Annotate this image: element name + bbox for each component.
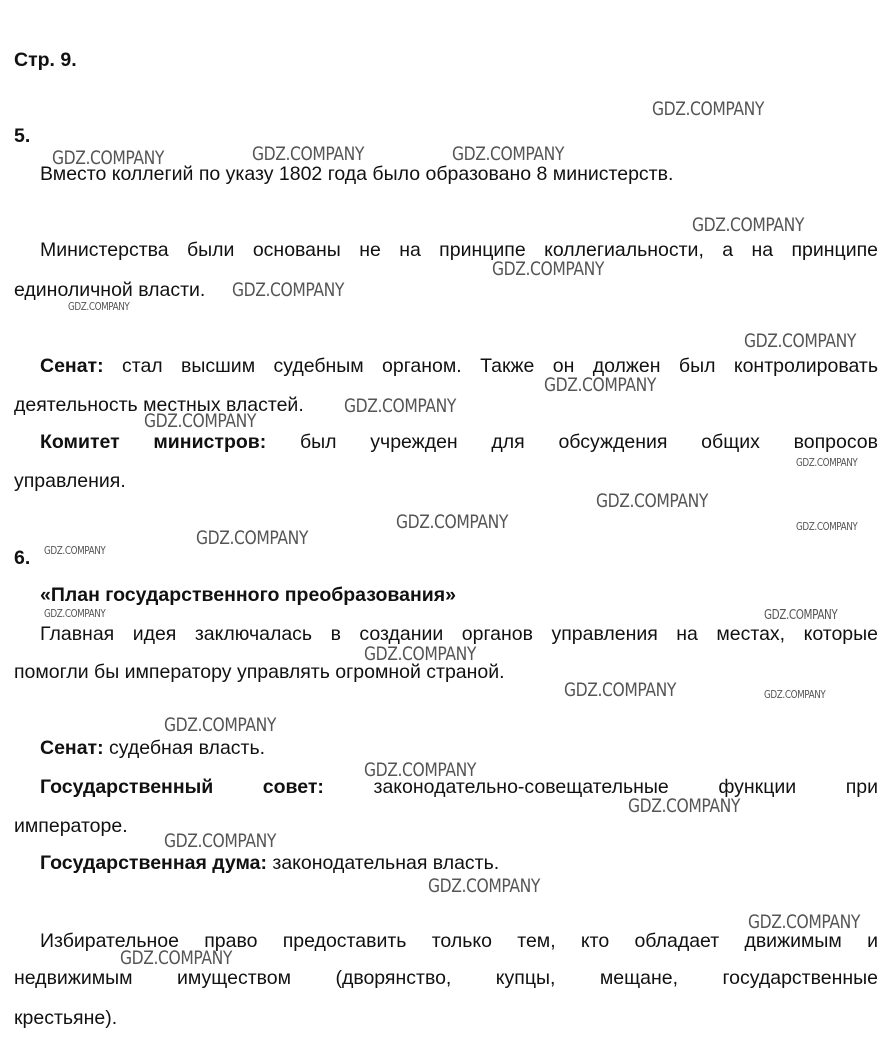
page-label: Стр. 9.	[14, 49, 77, 71]
q6-suffrage-line-2: недвижимым имуществом (дворянство, купцы, мещане, государственные	[14, 967, 878, 989]
watermark: GDZ.COMPANY	[68, 300, 130, 313]
watermark: GDZ.COMPANY	[396, 511, 509, 533]
watermark: GDZ.COMPANY	[144, 410, 257, 432]
watermark: GDZ.COMPANY	[744, 330, 857, 352]
watermark: GDZ.COMPANY	[120, 947, 233, 969]
watermark: GDZ.COMPANY	[344, 395, 457, 417]
question-6-number: 6.	[14, 547, 31, 569]
q6-idea-line-1: Главная идея заключалась в создании органов управления на местах, которые	[40, 623, 878, 645]
council-text: законодательно-совещательные функции при	[373, 776, 879, 798]
watermark: GDZ.COMPANY	[692, 214, 805, 236]
watermark: GDZ.COMPANY	[544, 374, 657, 396]
q5-paragraph-2-line-2: единоличной власти.	[14, 279, 206, 301]
watermark: GDZ.COMPANY	[564, 679, 677, 701]
watermark: GDZ.COMPANY	[252, 143, 365, 165]
q6-suffrage-line-3: крестьяне).	[14, 1007, 118, 1029]
watermark: GDZ.COMPANY	[44, 544, 106, 557]
q6-suffrage-line-1: Избирательное право предоставить только тем, кто обладает движимым и	[40, 930, 878, 952]
senate-label: Сенат:	[40, 355, 104, 377]
senate-text-6: судебная власть.	[109, 737, 266, 759]
senate-text: стал высшим судебным органом. Также он должен был контролировать	[121, 355, 878, 377]
watermark: GDZ.COMPANY	[364, 643, 477, 665]
q5-committee-line-1	[14, 430, 878, 454]
committee-text: был учрежден для обсуждения общих вопросов	[300, 431, 879, 453]
watermark: GDZ.COMPANY	[796, 520, 858, 533]
q5-committee-line-2: управления.	[14, 470, 126, 492]
committee-label: Комитет министров:	[40, 431, 267, 453]
watermark: GDZ.COMPANY	[164, 714, 277, 736]
q5-senate-line-2: деятельность местных властей.	[14, 394, 304, 416]
plan-title: «План государственного преобразования»	[40, 584, 456, 606]
q6-duma	[14, 851, 878, 875]
q5-paragraph-1: Вместо коллегий по указу 1802 года было образовано 8 министерств.	[40, 163, 674, 185]
watermark: GDZ.COMPANY	[452, 143, 565, 165]
watermark: GDZ.COMPANY	[764, 608, 838, 623]
watermark: GDZ.COMPANY	[232, 279, 345, 301]
watermark: GDZ.COMPANY	[764, 688, 826, 701]
watermark: GDZ.COMPANY	[44, 607, 106, 620]
watermark: GDZ.COMPANY	[796, 456, 858, 469]
council-label: Государственный совет:	[40, 776, 324, 798]
watermark: GDZ.COMPANY	[652, 98, 765, 120]
watermark: GDZ.COMPANY	[628, 795, 741, 817]
senate-label-6: Сенат:	[40, 737, 104, 759]
duma-text: законодательная власть.	[272, 852, 500, 874]
watermark: GDZ.COMPANY	[164, 830, 277, 852]
watermark: GDZ.COMPANY	[196, 527, 309, 549]
watermark: GDZ.COMPANY	[52, 147, 165, 169]
q6-senate	[14, 736, 878, 760]
question-5-number: 5.	[14, 125, 31, 147]
duma-label: Государственная дума:	[40, 852, 267, 874]
watermark: GDZ.COMPANY	[596, 490, 709, 512]
watermark: GDZ.COMPANY	[492, 258, 605, 280]
watermark: GDZ.COMPANY	[428, 875, 541, 897]
q6-council-line-2: императоре.	[14, 815, 128, 837]
watermark: GDZ.COMPANY	[748, 911, 861, 933]
q5-senate-line-1	[14, 354, 878, 378]
q5-paragraph-2-line-1: Министерства были основаны не на принципе коллегиальности, а на принципе	[40, 239, 878, 261]
q6-idea-line-2: помогли бы императору управлять огромной страной.	[14, 661, 505, 683]
watermark: GDZ.COMPANY	[364, 759, 477, 781]
